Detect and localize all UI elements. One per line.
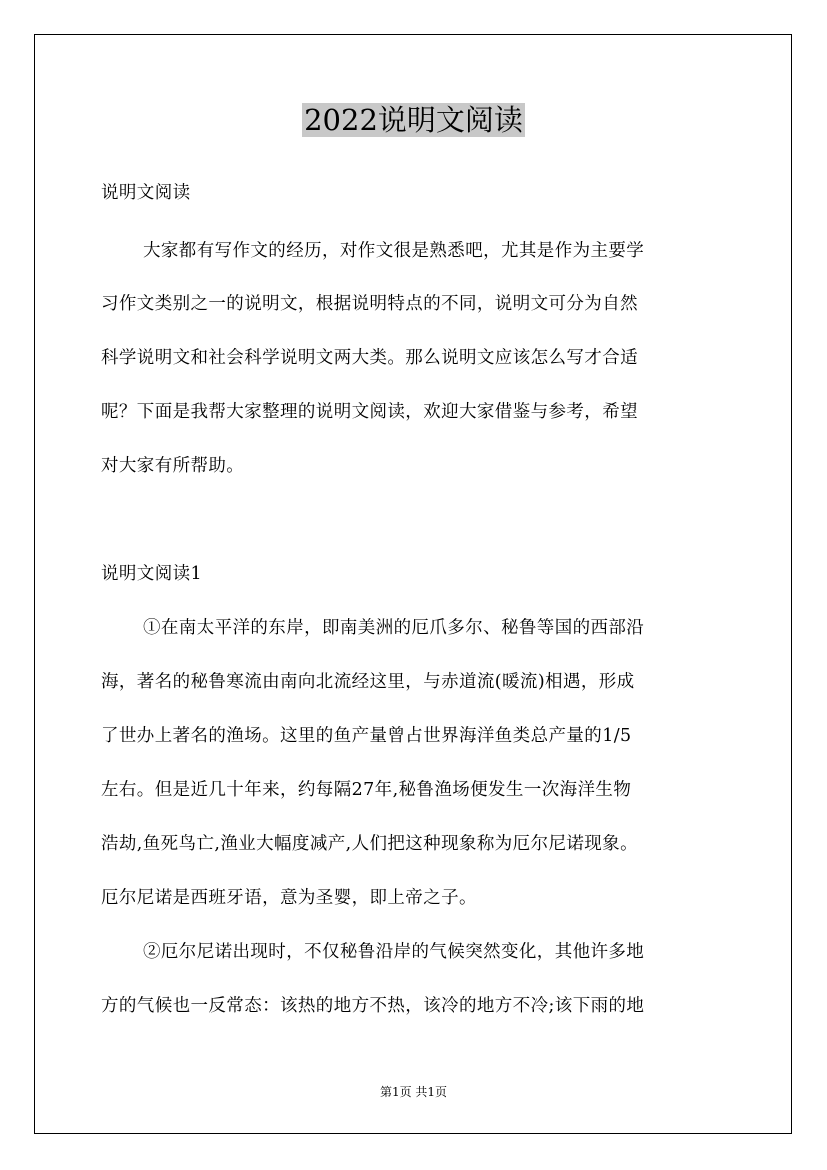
para1-line: 左右。但是近几十年来，约每隔27年,秘鲁渔场便发生一次海洋生物 — [101, 780, 632, 800]
document-title: 2022说明文阅读 — [304, 103, 523, 137]
heading-intro: 说明文阅读 — [101, 183, 191, 203]
para1-line: 海，著名的秘鲁寒流由南向北流经这里，与赤道流(暖流)相遇，形成 — [101, 672, 635, 692]
para1-line: ①在南太平洋的东岸，即南美洲的厄爪多尔、秘鲁等国的西部沿 — [143, 618, 645, 638]
page-footer: 第1页 共1页 — [379, 1085, 448, 1099]
intro-line: 对大家有所帮助。 — [101, 456, 245, 476]
intro-line: 习作文类别之一的说明文，根据说明特点的不同，说明文可分为自然 — [101, 294, 638, 314]
intro-line: 科学说明文和社会科学说明文两大类。那么说明文应该怎么写才合适 — [101, 348, 638, 368]
intro-line: 大家都有写作文的经历，对作文很是熟悉吧，尤其是作为主要学 — [143, 241, 645, 261]
intro-line: 呢？下面是我帮大家整理的说明文阅读，欢迎大家借鉴与参考，希望 — [101, 402, 638, 422]
para1-line: 厄尔尼诺是西班牙语，意为圣婴，即上帝之子。 — [101, 888, 477, 908]
para1-line: 浩劫,鱼死鸟亡,渔业大幅度减产,人们把这种现象称为厄尔尼诺现象。 — [101, 834, 638, 854]
para2-line: ②厄尔尼诺出现时，不仅秘鲁沿岸的气候突然变化，其他许多地 — [143, 942, 645, 962]
para2-line: 方的气候也一反常态：该热的地方不热，该冷的地方不冷;该下雨的地 — [101, 996, 645, 1016]
heading-section-1: 说明文阅读1 — [101, 564, 203, 584]
para1-line: 了世办上著名的渔场。这里的鱼产量曾占世界海洋鱼类总产量的1/5 — [101, 726, 632, 746]
